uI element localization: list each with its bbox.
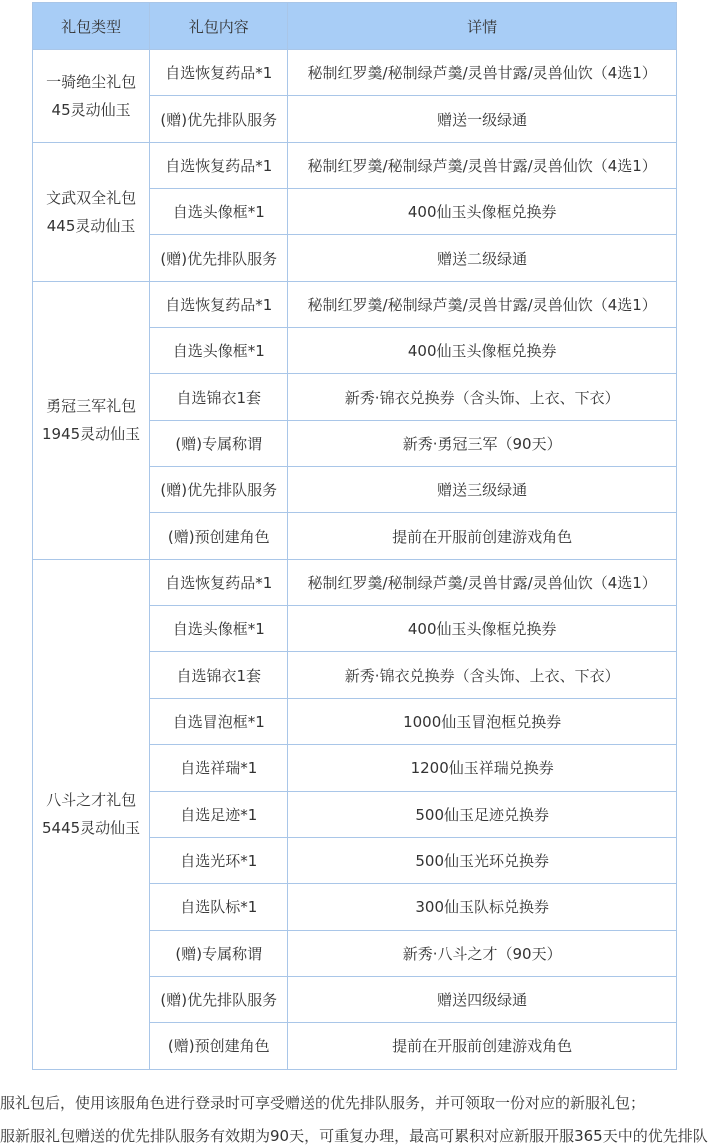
pack-detail-cell: 300仙玉队标兑换券 [288,884,677,930]
table-header-row [33,3,677,50]
pack-detail-cell: 提前在开服前创建游戏角色 [288,1023,677,1069]
header-pack-type: 礼包类型 [33,3,150,50]
header-pack-content: 礼包内容 [150,3,288,50]
pack-content-cell: 自选头像框*1 [150,189,288,235]
pack-detail-cell: 赠送三级绿通 [288,467,677,513]
header-details: 详情 [288,3,677,50]
pack-detail-cell: 新秀·勇冠三军（90天） [288,420,677,466]
table-row [33,281,677,327]
pack-content-cell: 自选锦衣1套 [150,374,288,420]
pack-detail-cell: 400仙玉头像框兑换券 [288,606,677,652]
pack-price: 1945灵动仙玉 [41,425,141,444]
note-line: 服礼包后，使用该服角色进行登录时可享受赠送的优先排队服务，并可领取一份对应的新服礼包； [0,1094,646,1112]
pack-content-cell: 自选头像框*1 [150,328,288,374]
pack-content-cell: 自选头像框*1 [150,606,288,652]
pack-detail-cell: 赠送一级绿通 [288,96,677,142]
pack-detail-cell: 500仙玉光环兑换券 [288,837,677,883]
pack-content-cell: 自选足迹*1 [150,791,288,837]
pack-content-cell: (赠)专属称谓 [150,420,288,466]
pack-content-cell: (赠)优先排队服务 [150,467,288,513]
pack-detail-cell: 400仙玉头像框兑换券 [288,328,677,374]
pack-detail-cell: 提前在开服前创建游戏角色 [288,513,677,559]
pack-content-cell: (赠)预创建角色 [150,1023,288,1069]
pack-content-cell: 自选恢复药品*1 [150,50,288,96]
pack-detail-cell: 赠送二级绿通 [288,235,677,281]
pack-content-cell: (赠)优先排队服务 [150,96,288,142]
pack-content-cell: 自选恢复药品*1 [150,559,288,605]
pack-content-cell: (赠)专属称谓 [150,930,288,976]
table-row [33,559,677,605]
pack-detail-cell: 秘制红罗羹/秘制绿芦羹/灵兽甘露/灵兽仙饮（4选1） [288,281,677,327]
pack-content-cell: 自选冒泡框*1 [150,698,288,744]
pack-content-cell: 自选队标*1 [150,884,288,930]
table-row [33,50,677,96]
pack-content-cell: 自选恢复药品*1 [150,142,288,188]
pack-detail-cell: 秘制红罗羹/秘制绿芦羹/灵兽甘露/灵兽仙饮（4选1） [288,559,677,605]
pack-detail-cell: 秘制红罗羹/秘制绿芦羹/灵兽甘露/灵兽仙饮（4选1） [288,50,677,96]
pack-type-cell [33,559,150,1069]
pack-content-cell: 自选恢复药品*1 [150,281,288,327]
table-row [33,142,677,188]
pack-content-cell: 自选光环*1 [150,837,288,883]
pack-content-cell: (赠)优先排队服务 [150,235,288,281]
pack-detail-cell: 1000仙玉冒泡框兑换券 [288,698,677,744]
pack-detail-cell: 秘制红罗羹/秘制绿芦羹/灵兽甘露/灵兽仙饮（4选1） [288,142,677,188]
pack-type-cell [33,281,150,559]
pack-name: 八斗之才礼包 [46,791,137,810]
pack-content-cell: (赠)预创建角色 [150,513,288,559]
pack-content-cell: 自选祥瑞*1 [150,745,288,791]
pack-content-cell: 自选锦衣1套 [150,652,288,698]
pack-name: 勇冠三军礼包 [46,397,137,416]
pack-detail-cell: 1200仙玉祥瑞兑换券 [288,745,677,791]
pack-detail-cell: 500仙玉足迹兑换券 [288,791,677,837]
pack-content-cell: (赠)优先排队服务 [150,976,288,1022]
pack-name: 一骑绝尘礼包 [46,72,137,91]
pack-detail-cell: 新秀·锦衣兑换券（含头饰、上衣、下衣） [288,374,677,420]
pack-detail-cell: 新秀·八斗之才（90天） [288,930,677,976]
pack-type-cell [33,50,150,143]
pack-detail-cell: 400仙玉头像框兑换券 [288,189,677,235]
pack-name: 文武双全礼包 [46,188,137,207]
pack-detail-cell: 新秀·锦衣兑换券（含头饰、上衣、下衣） [288,652,677,698]
gift-pack-table [32,2,677,1070]
note-line: 服新服礼包赠送的优先排队服务有效期为90天，可重复办理，最高可累积对应新服开服365天中的优先排队 [0,1127,708,1145]
pack-price: 5445灵动仙玉 [41,819,141,838]
pack-price: 45灵动仙玉 [51,100,131,119]
pack-detail-cell: 赠送四级绿通 [288,976,677,1022]
pack-type-cell [33,142,150,281]
pack-price: 445灵动仙玉 [46,216,136,235]
